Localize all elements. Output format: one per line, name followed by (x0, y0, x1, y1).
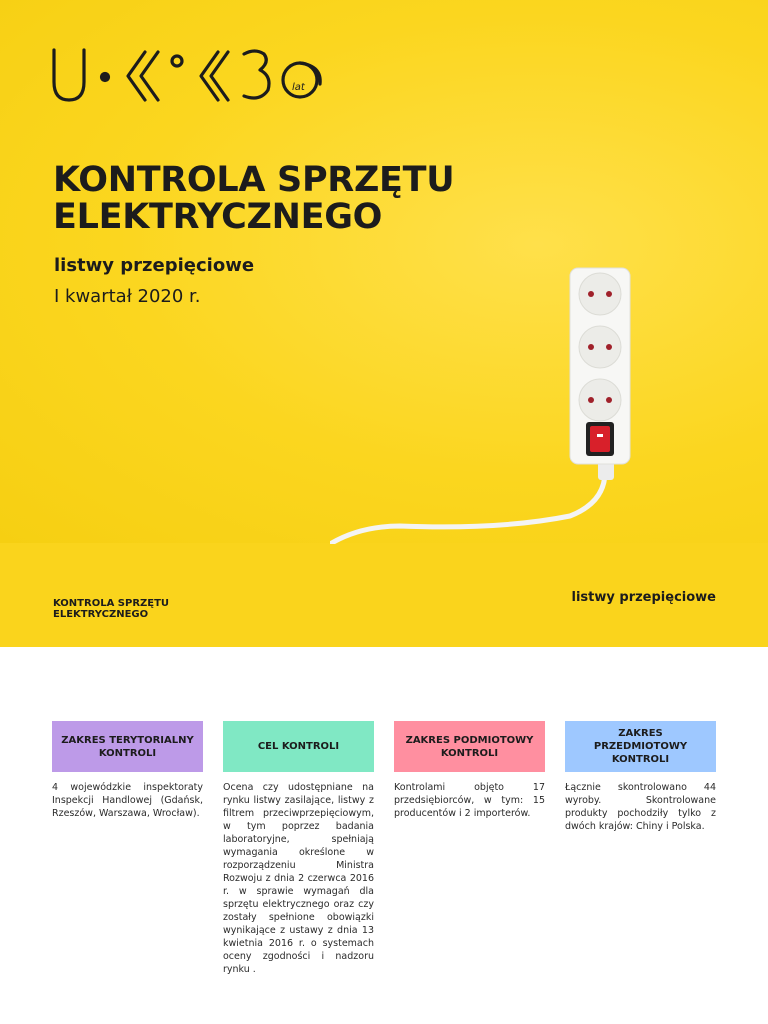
section-heading: CEL KONTROLI (223, 721, 374, 772)
section-heading: ZAKRES PRZEDMIOTOWY KONTROLI (565, 721, 716, 772)
section-goal (223, 721, 374, 976)
section-territorial (52, 721, 203, 820)
section-subjects (394, 721, 545, 820)
section-text: Kontrolami objęto 17 przedsiębiorców, w tym: 15 producentów i 2 importerów. (394, 782, 545, 819)
page-subtitle: listwy przepięciowe (54, 255, 255, 276)
footer-right-label: listwy przepięciowe (571, 590, 716, 605)
section-heading: ZAKRES PODMIOTOWY KONTROLI (394, 721, 545, 772)
section-heading: ZAKRES TERYTORIALNY KONTROLI (52, 721, 203, 772)
page-title: KONTROLA SPRZĘTU ELEKTRYCZNEGO (53, 160, 455, 237)
report-period: I kwartał 2020 r. (54, 286, 201, 307)
section-text: Łącznie skontrolowano 44 wyroby. Skontrolowane produkty pochodziły tylko z dwóch krajów: Chiny i Polska. (565, 782, 716, 832)
section-text: Ocena czy udostępniane na rynku listwy zasilające, listwy z filtrem przeciwprzepięciowym, w tym poprzez badania laboratoryjne, spełniają wymagania określone w rozporządzeniu Ministra Rozwoju z dnia 2 czerwca 2016 r. w sprawie wymagań dla sprzętu elektrycznego oraz czy zostały spełnione obowiązki wynikające z ustawy z dnia 13 kwietnia 2016 r. o systemach oceny zgodności i nadzoru rynku . (223, 782, 374, 975)
uokik-logo (50, 44, 325, 106)
power-strip-image (330, 262, 650, 544)
footer-left-label: KONTROLA SPRZĘTU ELEKTRYCZNEGO (53, 598, 170, 620)
section-products (565, 721, 716, 833)
section-text: 4 wojewódzkie inspektoraty Inspekcji Handlowej (Gdańsk, Rzeszów, Warszawa, Wrocław). (52, 782, 203, 819)
svg-text:lat: lat (292, 82, 305, 93)
